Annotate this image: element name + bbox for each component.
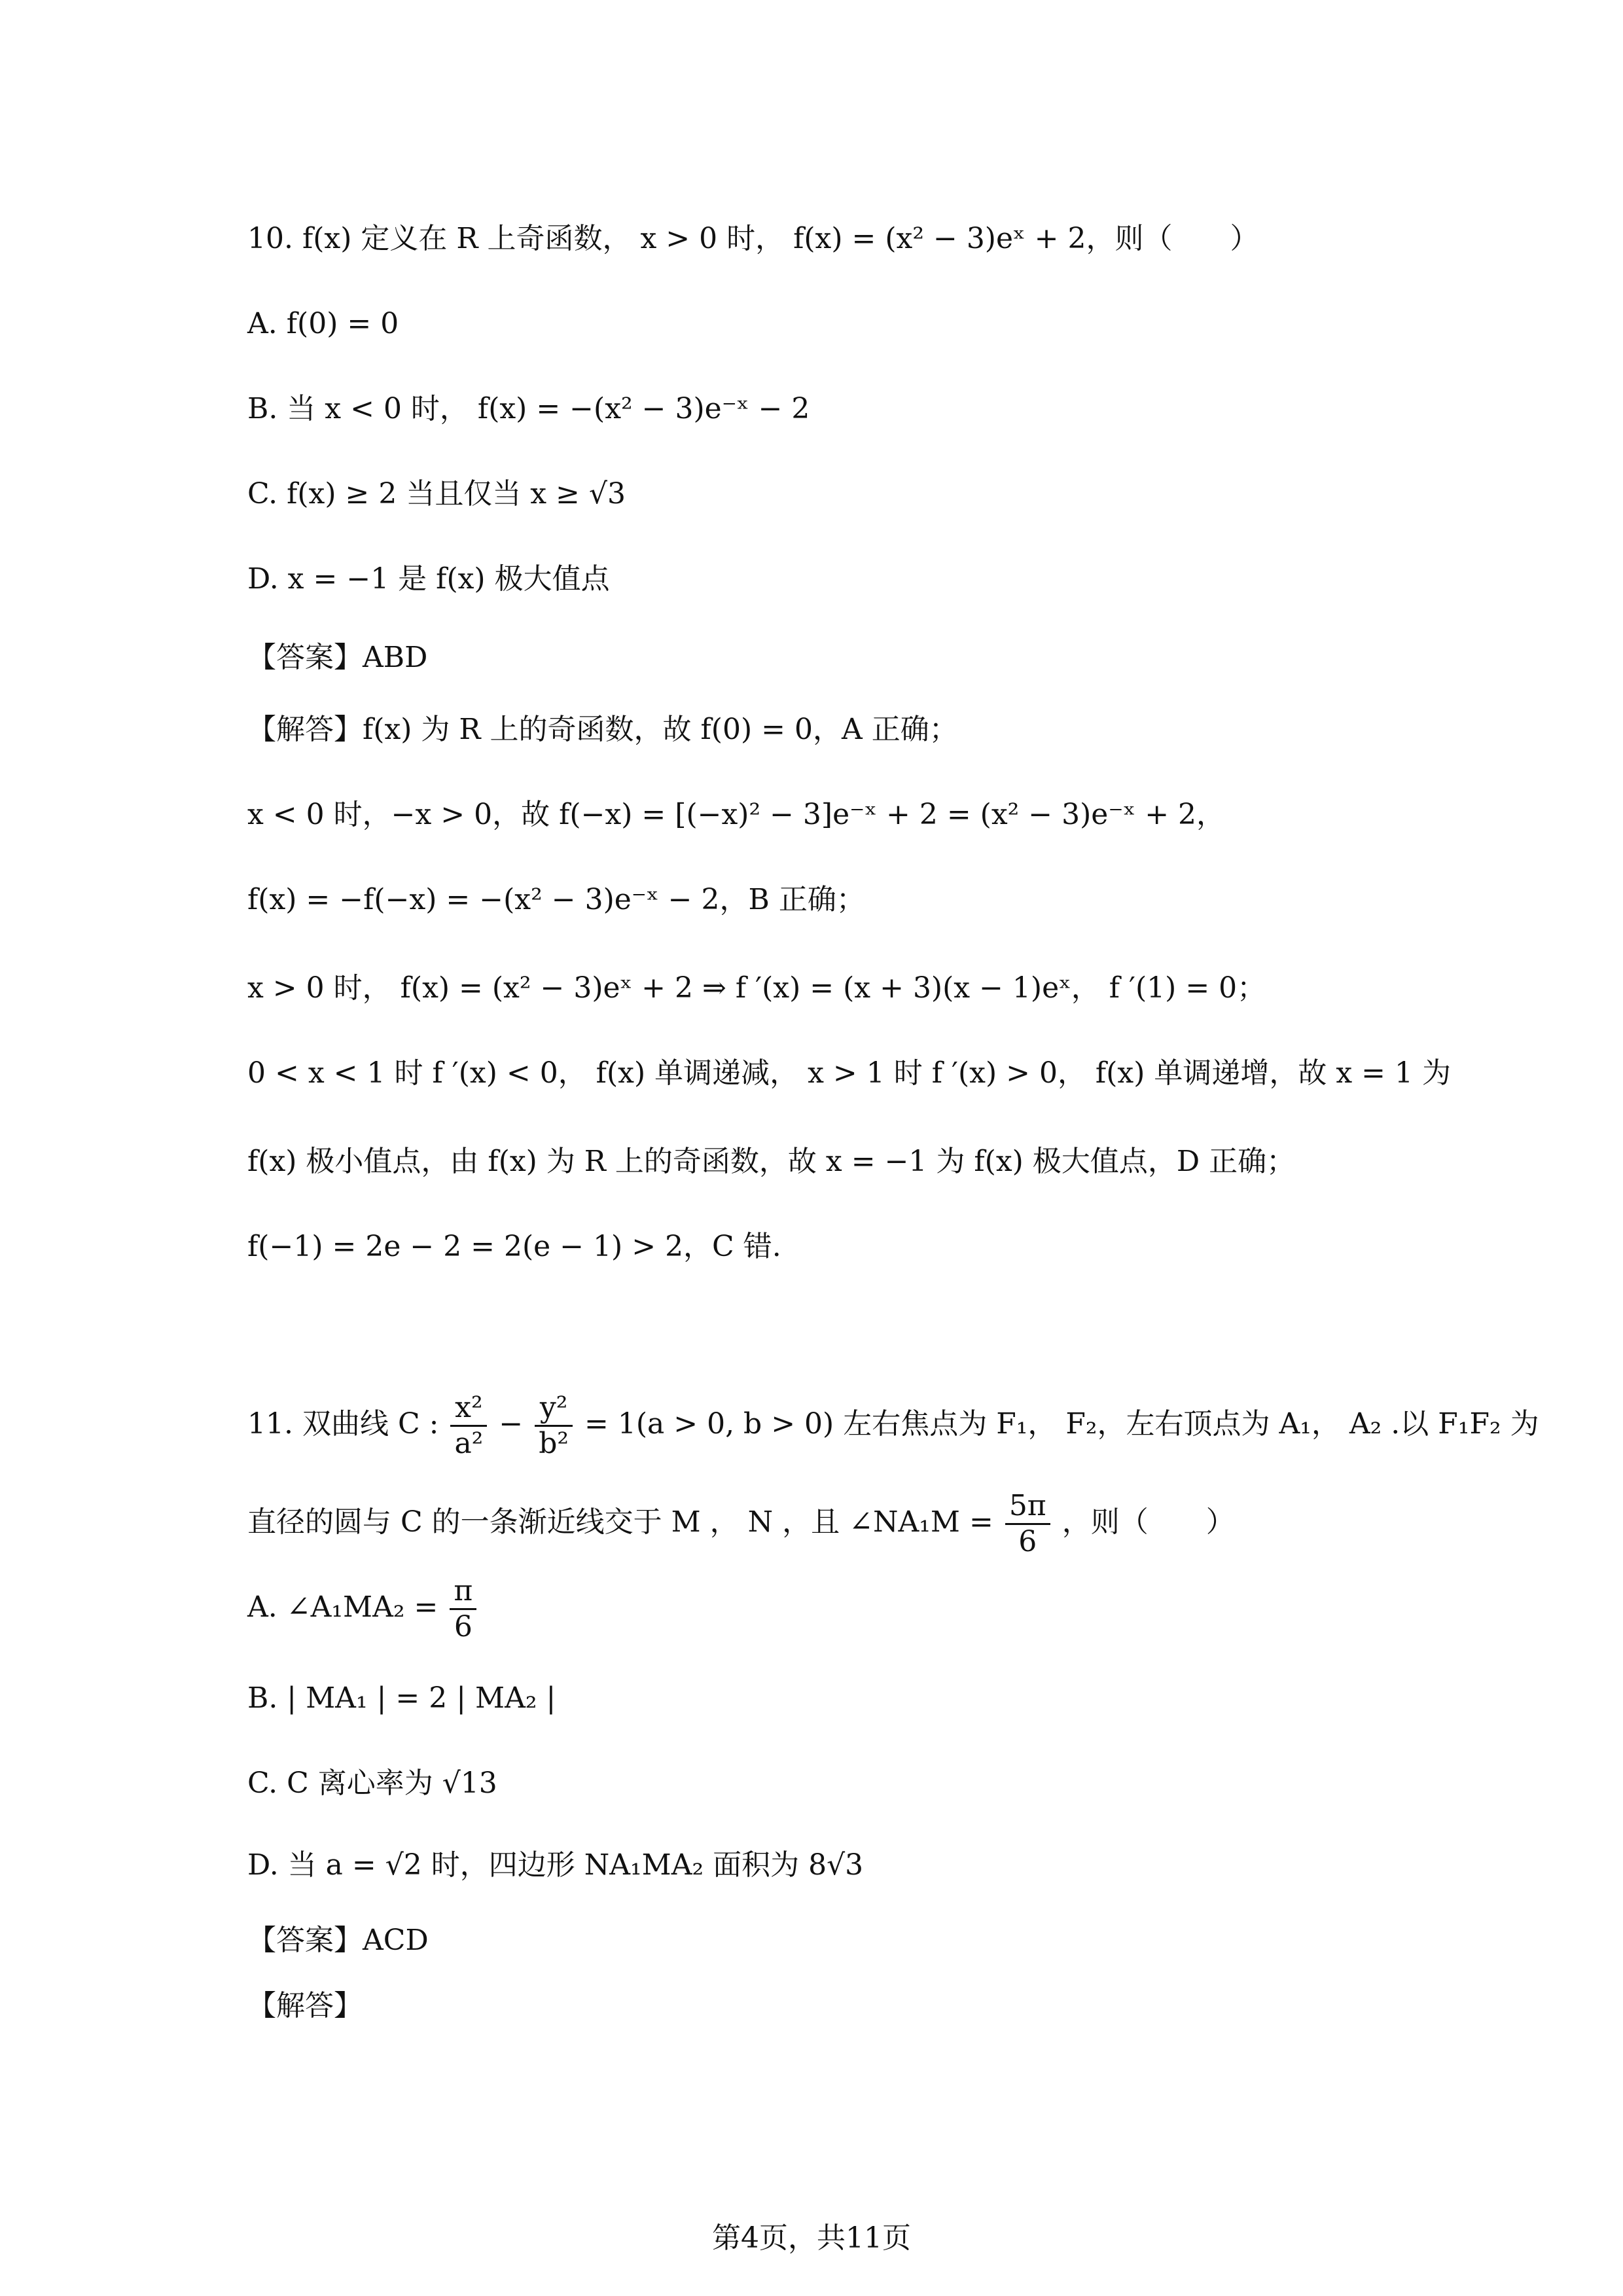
q11-answer: 【答案】ACD <box>247 1924 429 1957</box>
q10-solution-line: x < 0 时，−x > 0，故 f(−x) = [(−x)² − 3]e⁻ˣ + 2 = (x² − 3)e⁻ˣ + 2， <box>247 798 1226 831</box>
fraction-numerator: x² <box>450 1391 487 1427</box>
fraction-numerator: 5π <box>1005 1489 1050 1525</box>
q11-stem-prefix: 11. 双曲线 C : <box>247 1407 439 1441</box>
q11-stem <box>247 1391 1539 1461</box>
page-footer: 第4页，共11页 <box>712 2221 911 2255</box>
q11-option-a-prefix: A. ∠A₁MA₂ = <box>247 1590 438 1624</box>
fraction-numerator: π <box>450 1574 476 1610</box>
fraction-denominator: b² <box>539 1427 569 1460</box>
fraction-y2-b2 <box>535 1391 573 1461</box>
q10-answer: 【答案】ABD <box>247 641 428 674</box>
q10-option-c: C. f(x) ≥ 2 当且仅当 x ≥ √3 <box>247 477 626 511</box>
fraction-denominator: 6 <box>1018 1525 1037 1558</box>
q10-solution-line: 0 < x < 1 时 f ′(x) < 0， f(x) 单调递减， x > 1 时 f ′(x) > 0， f(x) 单调递增，故 x = 1 为 <box>247 1056 1451 1090</box>
q10-solution-line: f(x) 极小值点，由 f(x) 为 R 上的奇函数，故 x = −1 为 f(x) 极大值点，D 正确； <box>247 1145 1296 1178</box>
minus-sign: − <box>499 1407 524 1441</box>
q11-stem2-suffix: ，则（ ） <box>1061 1505 1235 1539</box>
q10-solution-line: f(x) = −f(−x) = −(x² − 3)e⁻ˣ − 2，B 正确； <box>247 883 865 916</box>
fraction-denominator: 6 <box>454 1610 473 1643</box>
q10-option-d: D. x = −1 是 f(x) 极大值点 <box>247 562 610 596</box>
fraction-x2-a2 <box>450 1391 487 1461</box>
q10-option-b: B. 当 x < 0 时， f(x) = −(x² − 3)e⁻ˣ − 2 <box>247 392 810 425</box>
fraction-pi-6 <box>450 1574 476 1644</box>
q11-option-c: C. C 离心率为 √13 <box>247 1767 497 1800</box>
q11-option-d: D. 当 a = √2 时，四边形 NA₁MA₂ 面积为 8√3 <box>247 1848 864 1882</box>
fraction-denominator: a² <box>454 1427 484 1460</box>
q10-solution-line: f(−1) = 2e − 2 = 2(e − 1) > 2，C 错. <box>247 1230 781 1263</box>
q11-solution-label: 【解答】 <box>247 1989 363 2022</box>
fraction-5pi-6 <box>1005 1489 1050 1559</box>
q11-option-a <box>247 1574 479 1644</box>
q11-stem-line-2 <box>247 1489 1235 1559</box>
q11-stem-suffix: = 1(a > 0, b > 0) 左右焦点为 F₁， F₂，左右顶点为 A₁， A₂ .以 F₁F₂ 为 <box>584 1407 1539 1441</box>
q10-stem: 10. f(x) 定义在 R 上奇函数， x > 0 时， f(x) = (x² − 3)eˣ + 2，则（ ） <box>247 222 1259 255</box>
q10-solution-line: x > 0 时， f(x) = (x² − 3)eˣ + 2 ⇒ f ′(x) = (x + 3)(x − 1)eˣ， f ′(1) = 0； <box>247 971 1266 1005</box>
fraction-numerator: y² <box>535 1391 573 1427</box>
q10-option-a: A. f(0) = 0 <box>247 307 399 340</box>
q10-solution-line: 【解答】f(x) 为 R 上的奇函数，故 f(0) = 0，A 正确； <box>247 713 958 746</box>
q11-option-b: B. | MA₁ | = 2 | MA₂ | <box>247 1681 556 1715</box>
q11-stem2-prefix: 直径的圆与 C 的一条渐近线交于 M ， N ，且 ∠NA₁M = <box>247 1505 993 1539</box>
